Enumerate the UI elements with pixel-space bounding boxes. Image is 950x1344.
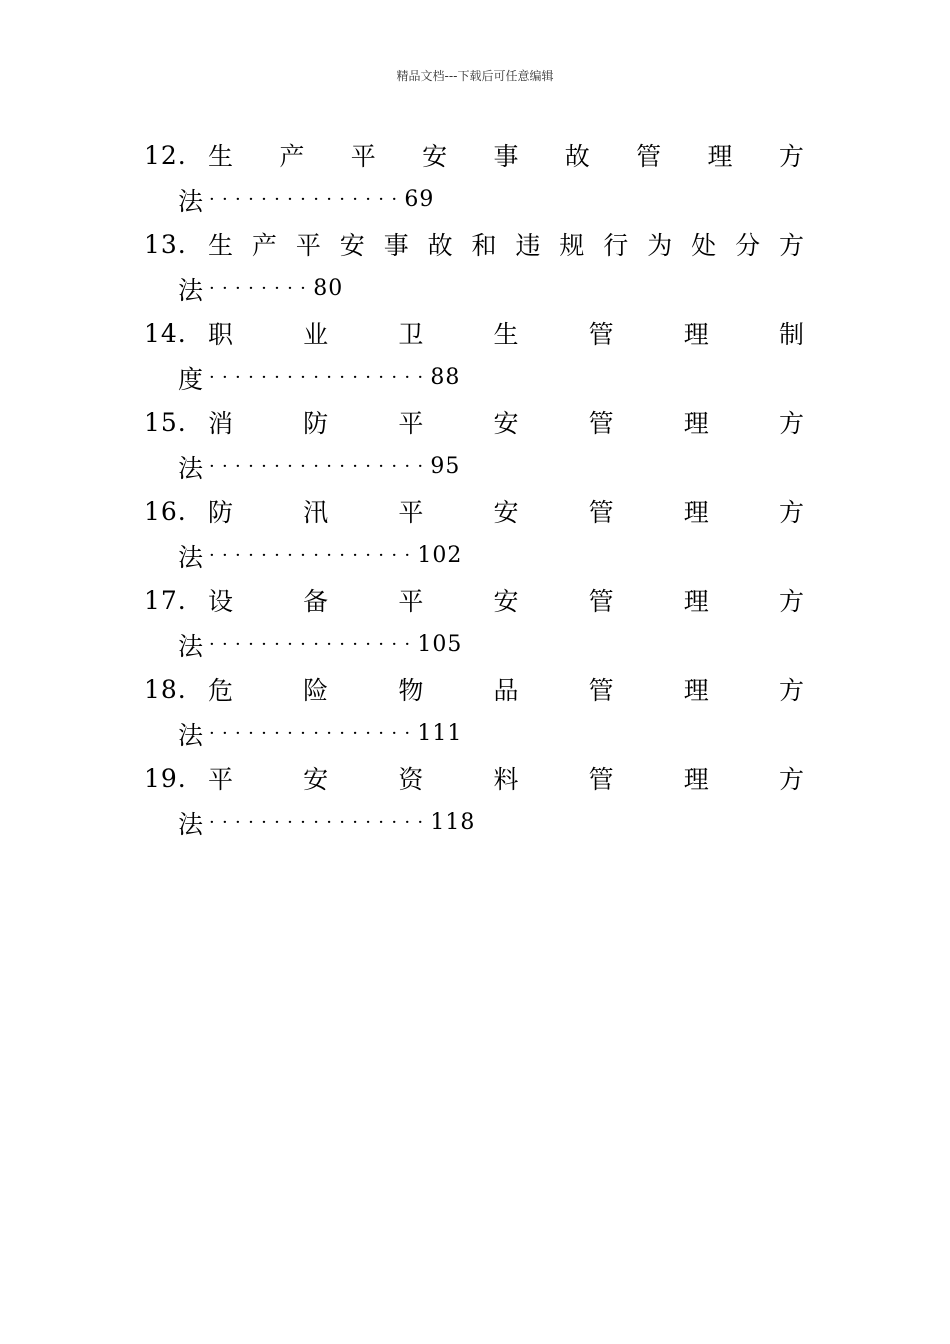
toc-leader-dots: ················ xyxy=(209,545,418,566)
toc-title-char: 平 xyxy=(398,498,424,527)
toc-entry-page-line xyxy=(144,355,804,400)
toc-title-char: 防 xyxy=(303,409,329,438)
toc-entry xyxy=(144,489,804,578)
table-of-contents xyxy=(144,133,804,845)
toc-page-number: 111 xyxy=(417,721,463,746)
toc-entry-number: 12. xyxy=(144,140,187,170)
toc-title-last-char: 法 xyxy=(178,720,204,750)
toc-leader-dots: ················· xyxy=(209,812,431,833)
toc-entry xyxy=(144,222,804,311)
toc-leader-dots: ········ xyxy=(209,278,314,299)
toc-entry-title-line xyxy=(144,400,804,444)
toc-title-char: 为 xyxy=(647,231,673,260)
toc-entry-title xyxy=(208,493,804,529)
toc-title-char: 处 xyxy=(691,231,717,260)
toc-page-number: 102 xyxy=(417,543,463,568)
toc-title-char: 品 xyxy=(493,676,519,705)
toc-title-last-char: 法 xyxy=(178,631,204,661)
toc-title-char: 管 xyxy=(588,676,614,705)
toc-title-char: 管 xyxy=(588,765,614,794)
toc-entry-number: 18. xyxy=(144,674,187,704)
toc-page-number: 118 xyxy=(430,810,476,835)
toc-title-char: 管 xyxy=(588,320,614,349)
toc-title-char: 故 xyxy=(564,142,590,171)
toc-title-char: 生 xyxy=(208,142,234,171)
toc-title-char: 资 xyxy=(398,765,424,794)
toc-title-last-char: 法 xyxy=(178,453,204,483)
toc-title-char: 管 xyxy=(588,498,614,527)
toc-title-char: 规 xyxy=(559,231,585,260)
toc-title-char: 事 xyxy=(383,231,409,260)
toc-title-last-char: 法 xyxy=(178,809,204,839)
toc-title-char: 职 xyxy=(208,320,234,349)
toc-title-char: 安 xyxy=(493,498,519,527)
toc-title-char: 方 xyxy=(778,498,804,527)
toc-entry-title xyxy=(208,760,804,796)
toc-title-char: 生 xyxy=(493,320,519,349)
toc-entry xyxy=(144,667,804,756)
toc-entry-title xyxy=(208,582,804,618)
toc-title-char: 事 xyxy=(493,142,519,171)
toc-title-char: 平 xyxy=(398,409,424,438)
toc-entry-page-line xyxy=(144,266,804,311)
toc-leader-dots: ················· xyxy=(209,456,431,477)
toc-page-number: 80 xyxy=(313,276,344,301)
toc-title-char: 方 xyxy=(778,765,804,794)
toc-entry xyxy=(144,756,804,845)
toc-title-char: 安 xyxy=(422,142,448,171)
toc-title-char: 行 xyxy=(603,231,629,260)
toc-title-char: 管 xyxy=(588,587,614,616)
toc-title-char: 和 xyxy=(471,231,497,260)
toc-entry-title-line xyxy=(144,578,804,622)
toc-title-char: 平 xyxy=(295,231,321,260)
toc-entry xyxy=(144,400,804,489)
page-header: 精品文档---下载后可任意编辑 xyxy=(396,69,554,83)
toc-entry-number: 14. xyxy=(144,318,187,348)
toc-title-char: 平 xyxy=(350,142,376,171)
toc-title-char: 设 xyxy=(208,587,234,616)
toc-title-char: 业 xyxy=(303,320,329,349)
toc-title-char: 管 xyxy=(588,409,614,438)
toc-leader-dots: ··············· xyxy=(209,189,405,210)
toc-title-char: 防 xyxy=(208,498,234,527)
toc-entry-number: 16. xyxy=(144,496,187,526)
toc-entry-title-line xyxy=(144,756,804,800)
toc-page-number: 95 xyxy=(430,454,461,479)
toc-title-char: 制 xyxy=(778,320,804,349)
toc-entry-page-line xyxy=(144,533,804,578)
toc-title-char: 平 xyxy=(398,587,424,616)
toc-page-number: 105 xyxy=(417,632,463,657)
toc-leader-dots: ················ xyxy=(209,723,418,744)
toc-title-char: 理 xyxy=(707,142,733,171)
toc-title-char: 备 xyxy=(303,587,329,616)
toc-title-char: 物 xyxy=(398,676,424,705)
toc-title-char: 分 xyxy=(735,231,761,260)
toc-title-char: 险 xyxy=(303,676,329,705)
toc-title-char: 安 xyxy=(303,765,329,794)
toc-page-number: 88 xyxy=(430,365,461,390)
toc-entry-title-line xyxy=(144,667,804,711)
toc-title-char: 产 xyxy=(251,231,277,260)
toc-entry-number: 19. xyxy=(144,763,187,793)
toc-title-char: 故 xyxy=(427,231,453,260)
toc-title-char: 方 xyxy=(778,587,804,616)
toc-entry xyxy=(144,578,804,667)
toc-title-char: 产 xyxy=(279,142,305,171)
toc-title-char: 危 xyxy=(208,676,234,705)
toc-entry-number: 17. xyxy=(144,585,187,615)
toc-entry xyxy=(144,133,804,222)
toc-entry-page-line xyxy=(144,800,804,845)
toc-page-number: 69 xyxy=(404,187,435,212)
toc-title-char: 理 xyxy=(683,498,709,527)
toc-title-char: 安 xyxy=(339,231,365,260)
toc-title-char: 消 xyxy=(208,409,234,438)
toc-title-char: 平 xyxy=(208,765,234,794)
toc-entry-title xyxy=(208,137,804,173)
toc-title-char: 安 xyxy=(493,409,519,438)
toc-entry-title-line xyxy=(144,133,804,177)
toc-entry-number: 15. xyxy=(144,407,187,437)
toc-title-char: 管 xyxy=(636,142,662,171)
toc-entry-title-line xyxy=(144,489,804,533)
toc-title-char: 生 xyxy=(208,231,234,260)
toc-entry-page-line xyxy=(144,444,804,489)
toc-entry-title xyxy=(208,226,804,262)
toc-title-last-char: 度 xyxy=(178,364,204,394)
toc-leader-dots: ················· xyxy=(209,367,431,388)
toc-entry-page-line xyxy=(144,177,804,222)
toc-title-char: 料 xyxy=(493,765,519,794)
toc-entry-title xyxy=(208,404,804,440)
toc-entry-title xyxy=(208,671,804,707)
toc-title-char: 方 xyxy=(778,409,804,438)
toc-title-char: 安 xyxy=(493,587,519,616)
toc-title-char: 理 xyxy=(683,676,709,705)
toc-title-char: 方 xyxy=(778,142,804,171)
toc-title-char: 理 xyxy=(683,765,709,794)
toc-entry-page-line xyxy=(144,711,804,756)
toc-entry-page-line xyxy=(144,622,804,667)
toc-title-char: 理 xyxy=(683,409,709,438)
toc-entry xyxy=(144,311,804,400)
toc-title-last-char: 法 xyxy=(178,542,204,572)
toc-title-char: 汛 xyxy=(303,498,329,527)
toc-entry-number: 13. xyxy=(144,229,187,259)
toc-title-char: 理 xyxy=(683,320,709,349)
toc-leader-dots: ················ xyxy=(209,634,418,655)
toc-entry-title xyxy=(208,315,804,351)
toc-title-char: 违 xyxy=(515,231,541,260)
toc-title-char: 理 xyxy=(683,587,709,616)
toc-title-last-char: 法 xyxy=(178,275,204,305)
toc-title-char: 方 xyxy=(778,231,804,260)
toc-entry-title-line xyxy=(144,311,804,355)
toc-title-last-char: 法 xyxy=(178,186,204,216)
toc-entry-title-line xyxy=(144,222,804,266)
toc-title-char: 方 xyxy=(778,676,804,705)
toc-title-char: 卫 xyxy=(398,320,424,349)
